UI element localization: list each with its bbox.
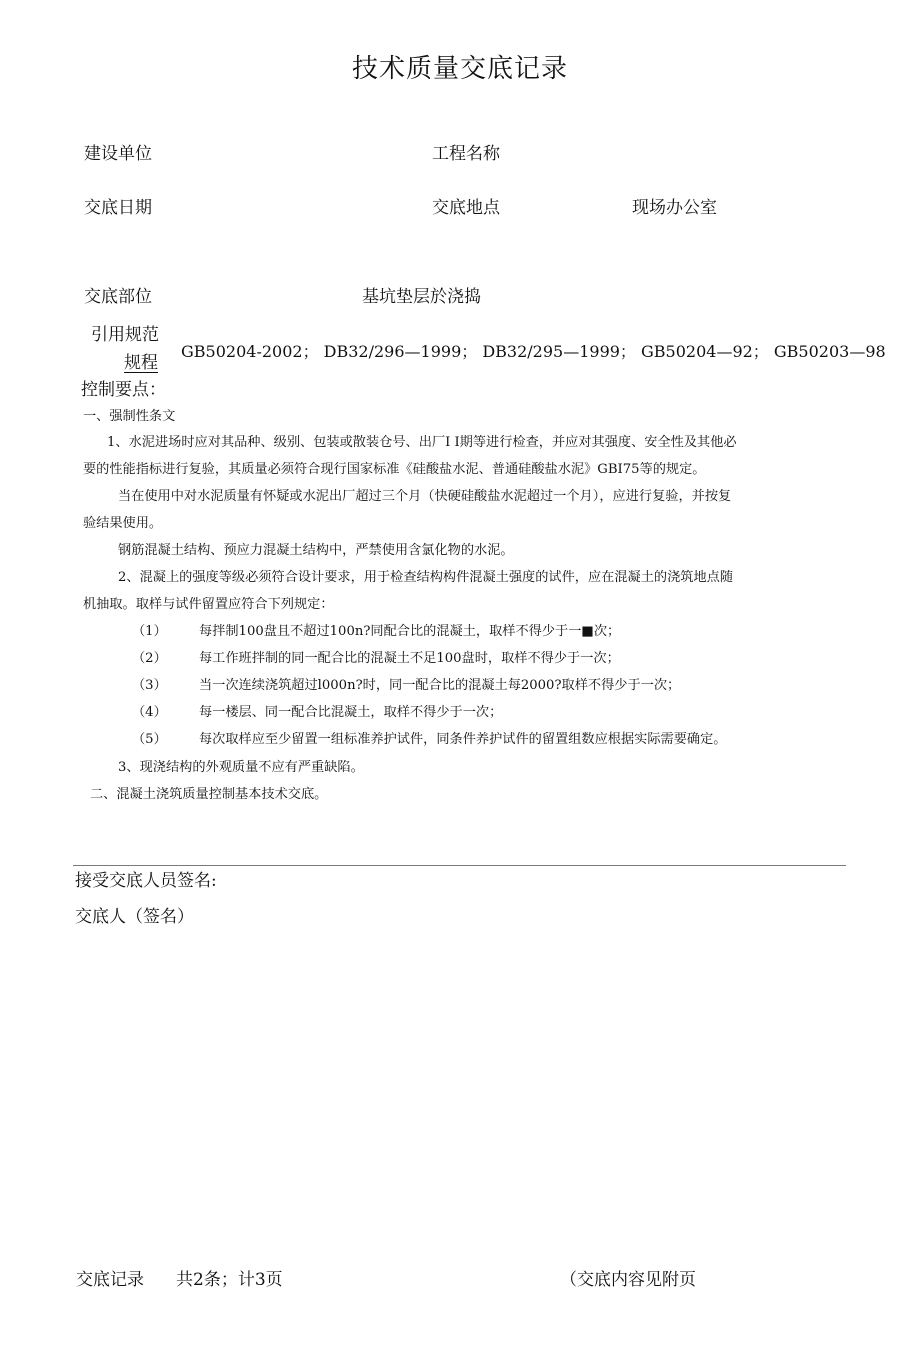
location-value: 现场办公室 <box>632 198 717 218</box>
item1-line1: 1、水泥进场时应对其品种、级别、包装或散装仓号、出厂I I期等进行检查，并应对其强度、安全性及其他必 <box>107 435 737 450</box>
footer-attachment-note: （交底内容见附页 <box>560 1270 696 1290</box>
item2-line2: 机抽取。取样与试件留置应符合下列规定： <box>83 597 334 612</box>
date-label: 交底日期 <box>84 198 152 218</box>
part-value: 基坑垫层於浇捣 <box>362 287 481 307</box>
item3: 3、现浇结构的外观质量不应有严重缺陷。 <box>118 760 364 775</box>
sub-item-text: 每一楼层、同一配合比混凝土，取样不得少于一次； <box>199 705 503 720</box>
sub-item-num: （2） <box>132 651 167 666</box>
location-label: 交底地点 <box>432 198 500 218</box>
part-label: 交底部位 <box>84 287 152 307</box>
page-title: 技术质量交底记录 <box>351 54 568 84</box>
sub-item-text: 每工作班拌制的同一配合比的混凝土不足100盘时，取样不得少于一次； <box>199 651 620 666</box>
spec-label-line1: 引用规范 <box>91 325 159 345</box>
footer-record-label: 交底记录 <box>76 1270 144 1290</box>
sub-item-text: 当一次连续浇筑超过l000n?时，同一配合比的混凝土每2000?取样不得少于一次； <box>199 678 681 693</box>
spec-label-line2: 规程 <box>124 353 158 373</box>
sub-item-num: （4） <box>132 705 167 720</box>
item1-p3: 钢筋混凝土结构、预应力混凝土结构中，严禁使用含氯化物的水泥。 <box>118 543 514 558</box>
item1-line2: 要的性能指标进行复验，其质量必须符合现行国家标准《硅酸盐水泥、普通硅酸盐水泥》GBI75等的规定。 <box>83 462 706 477</box>
item2-line1: 2、混凝上的强度等级必须符合设计要求，用于检查结构构件混凝土强度的试件，应在混凝土的浇筑地点随 <box>118 570 734 585</box>
sub-item-num: （5） <box>132 732 167 747</box>
sub-item-num: （1） <box>132 624 167 639</box>
sub-item-num: （3） <box>132 678 167 693</box>
sub-item-text: 每次取样应至少留置一组标准养护试件，同条件养护试件的留置组数应根据实际需要确定。 <box>199 732 727 747</box>
section1-title: 一、强制性条文 <box>83 409 176 424</box>
receivers-signature-label: 接受交底人员签名: <box>75 871 217 891</box>
section2-title: 二、混凝土浇筑质量控制基本技术交底。 <box>90 787 328 802</box>
item1-p2-line2: 验结果使用。 <box>83 516 163 531</box>
sub-item-text: 每拌制100盘且不超过100n?同配合比的混凝土，取样不得少于一■次； <box>199 624 621 639</box>
footer-count: 共2条；计3页 <box>176 1270 283 1290</box>
giver-signature-label: 交底人（签名） <box>75 907 194 927</box>
item1-p2-line1: 当在使用中对水泥质量有怀疑或水泥出厂超过三个月（快硬硅酸盐水泥超过一个月），应进行复验，并按复 <box>118 489 732 504</box>
control-points-label: 控制要点： <box>81 380 166 400</box>
spec-value: GB50204-2002； DB32/296—1999； DB32/295—1999； GB50204—92； GB50203—98 <box>181 342 886 361</box>
construction-unit-label: 建设单位 <box>84 144 152 164</box>
project-name-label: 工程名称 <box>432 144 500 164</box>
